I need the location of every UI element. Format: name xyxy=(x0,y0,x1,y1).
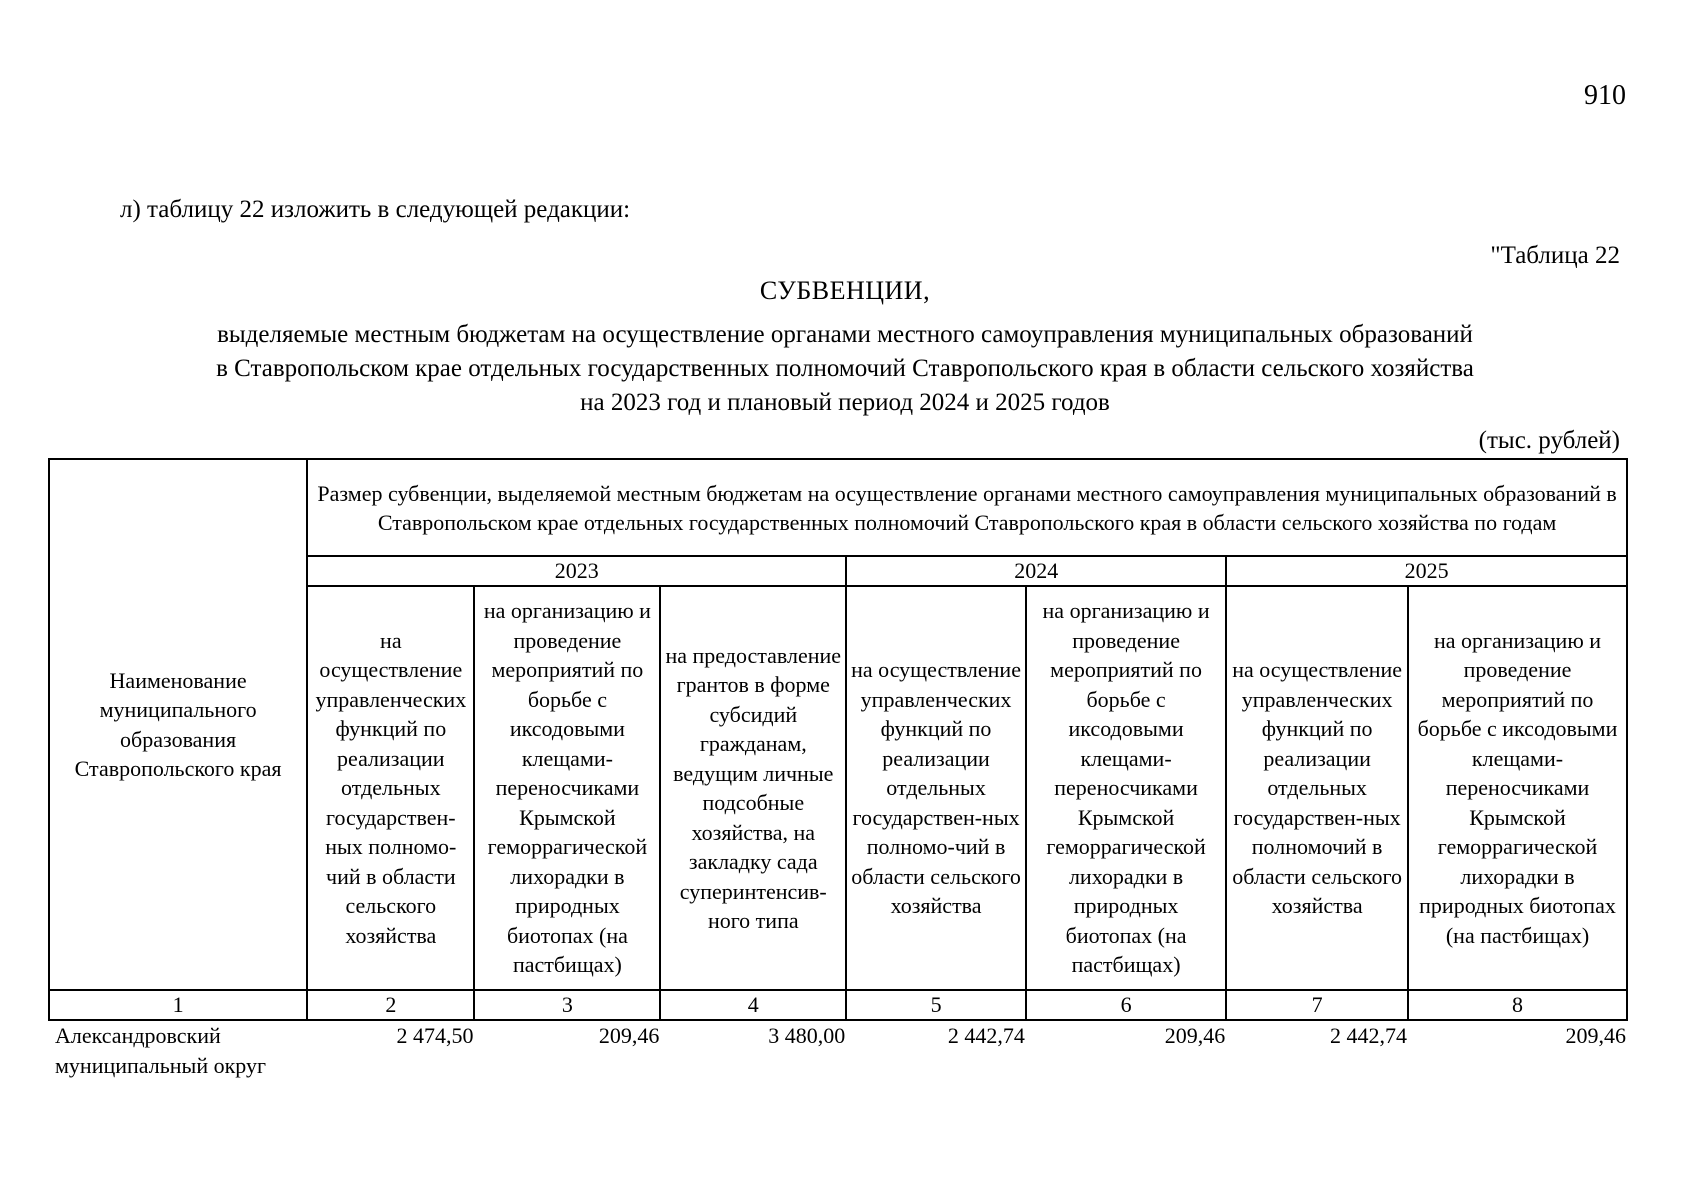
value-cell: 2 442,74 xyxy=(1330,1023,1407,1048)
value-cell: 2 442,74 xyxy=(947,1023,1025,1048)
column-header-6: на организацию и проведение мероприятий по борьбе с иксодовыми клещами-переносчиками Крымской геморрагической лихорадки в природных биотопах (на пастбищах) xyxy=(1026,586,1226,990)
column-header-7: на осуществление управленческих функций по реализации отдельных государствен-ных полномочий в области сельского хозяйства xyxy=(1226,586,1408,990)
document-subtitle xyxy=(0,318,1690,420)
page-number: 910 xyxy=(1584,80,1626,111)
column-number: 8 xyxy=(1408,990,1627,1020)
subtitle-line-2: в Ставропольском крае отдельных государственных полномочий Ставропольского края в области сельского хозяйства xyxy=(216,355,1474,382)
year-header-2024: 2024 xyxy=(846,556,1226,586)
value-cell: 209,46 xyxy=(1164,1023,1226,1048)
table-label: "Таблица 22 xyxy=(1490,242,1620,269)
year-header-2025: 2025 xyxy=(1226,556,1627,586)
value-cell: 209,46 xyxy=(598,1023,660,1048)
column-header-3: на организацию и проведение мероприятий по борьбе с иксодовыми клещами-переносчиками Крымской геморрагической лихорадки в природных биотопах (на пастбищах) xyxy=(474,586,660,990)
intro-text: л) таблицу 22 изложить в следующей редакции: xyxy=(120,196,631,223)
document-title: СУБВЕНЦИИ, xyxy=(759,276,931,305)
value-cell: 2 474,50 xyxy=(396,1023,474,1048)
column-number: 3 xyxy=(474,990,660,1020)
column-header-8: на организацию и проведение мероприятий по борьбе с иксодовыми клещами-переносчиками Крымской геморрагической лихорадки в природных биотопах (на пастбищах) xyxy=(1408,586,1627,990)
column-number: 6 xyxy=(1026,990,1226,1020)
subventions-table xyxy=(48,458,1628,1081)
subtitle-line-3: на 2023 год и плановый период 2024 и 2025 годов xyxy=(580,389,1110,416)
municipality-name: Александровский муниципальный округ xyxy=(55,1023,267,1078)
value-cell: 209,46 xyxy=(1565,1023,1626,1048)
group-header: Размер субвенции, выделяемой местным бюджетам на осуществление органами местного самоуправления муниципальных образований в Ставропольском крае отдельных государственных полномочий Ставропольского края в области сельского хозяйства по годам xyxy=(307,459,1627,556)
table-row xyxy=(49,1020,1627,1081)
column-number: 7 xyxy=(1226,990,1408,1020)
column-number: 4 xyxy=(660,990,846,1020)
municipality-header: Наименование муниципального образования Ставропольского края xyxy=(49,459,307,990)
column-number: 1 xyxy=(49,990,307,1020)
column-number: 5 xyxy=(846,990,1026,1020)
value-cell: 3 480,00 xyxy=(768,1023,846,1048)
column-header-2: на осуществление управленческих функций по реализации отдельных государствен-ных полномо-чий в области сельского хозяйства xyxy=(307,586,474,990)
column-header-4: на предоставление грантов в форме субсидий гражданам, ведущим личные подсобные хозяйства, на закладку сада суперинтенсив-ного типа xyxy=(660,586,846,990)
column-number: 2 xyxy=(307,990,474,1020)
year-header-2023: 2023 xyxy=(307,556,846,586)
subtitle-line-1: выделяемые местным бюджетам на осуществление органами местного самоуправления муниципальных образований xyxy=(217,321,1473,348)
units-label: (тыс. рублей) xyxy=(1478,427,1620,454)
column-header-5: на осуществление управленческих функций по реализации отдельных государствен-ных полномо-чий в области сельского хозяйства xyxy=(846,586,1026,990)
